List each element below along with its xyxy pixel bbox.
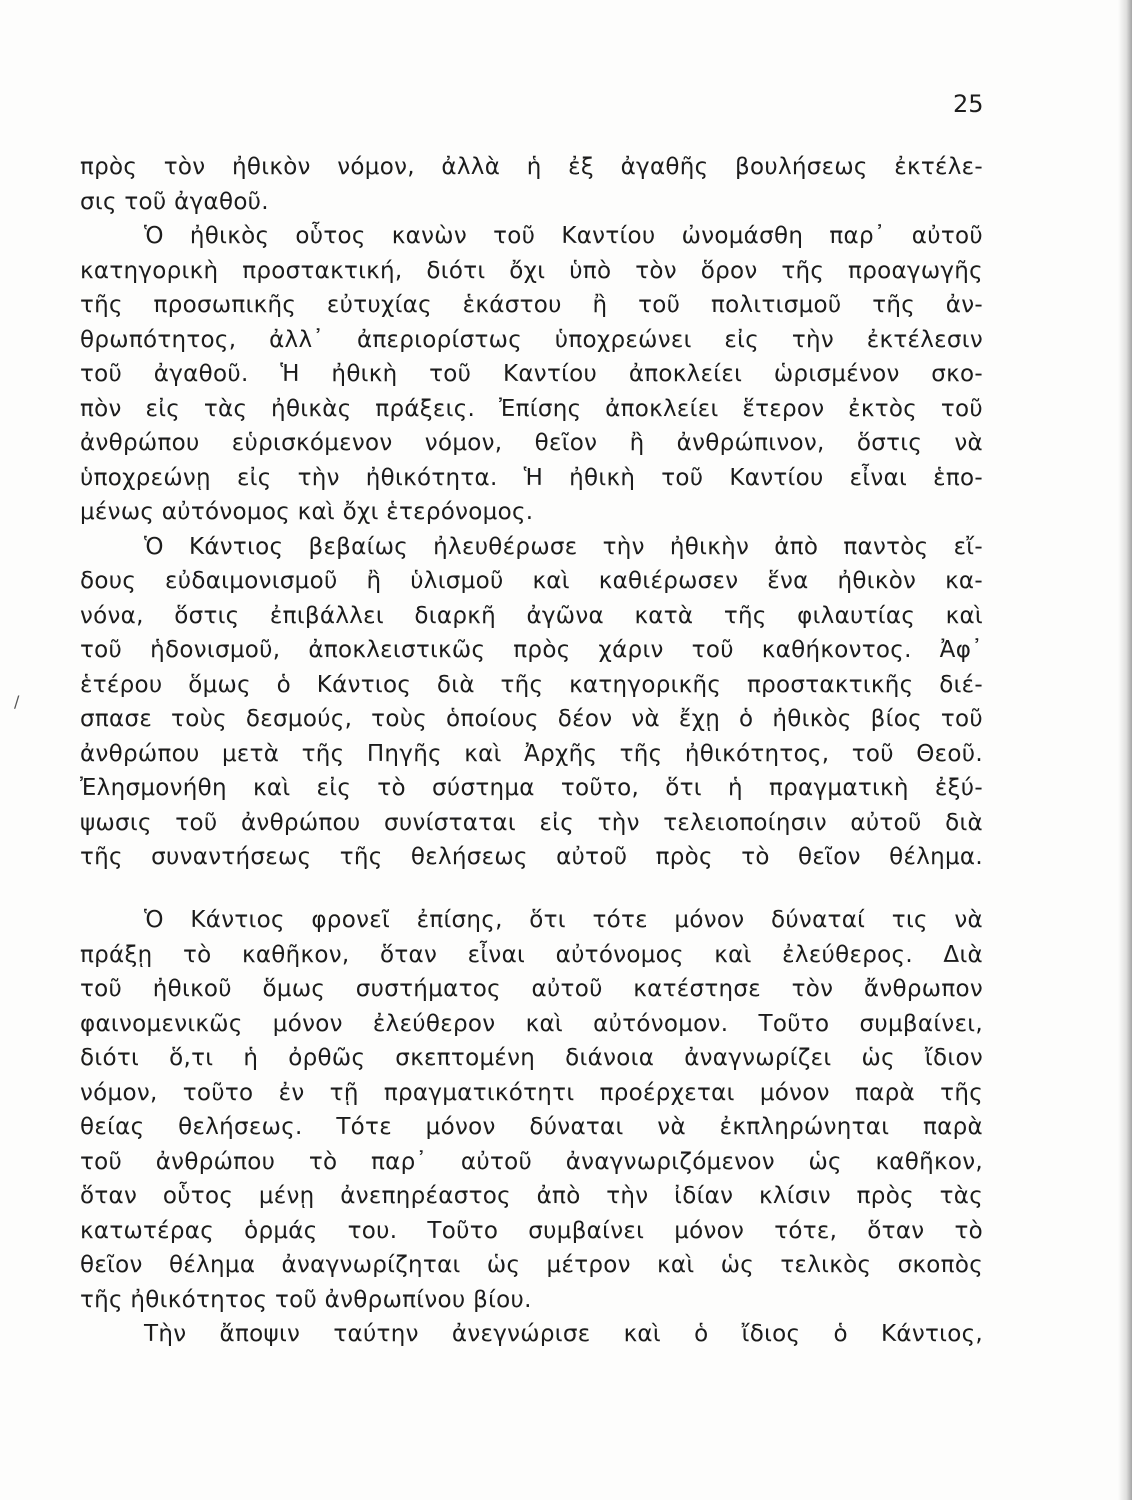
text-line: πρὸς τὸν ἠθικὸν νόμον, ἀλλὰ ἡ ἐξ ἀγαθῆς βουλήσεως ἐκτέλε- (80, 154, 983, 180)
text-line: τοῦ ἡδονισμοῦ, ἀποκλειστικῶς πρὸς χάριν τοῦ καθήκοντος. Ἀφ᾽ (80, 637, 983, 663)
text-line: ὅταν οὗτος μένῃ ἀνεπηρέαστος ἀπὸ τὴν ἰδίαν κλίσιν πρὸς τὰς (80, 1183, 983, 1209)
paragraphs-section-2 (80, 903, 983, 1352)
text-line: Ἐλησμονήθη καὶ εἰς τὸ σύστημα τοῦτο, ὅτι ἡ πραγματικὴ ἐξύ- (80, 775, 983, 801)
text-line: δους εὐδαιμονισμοῦ ἢ ὑλισμοῦ καὶ καθιέρωσεν ἕνα ἠθικὸν κα- (80, 568, 983, 594)
text-line: τῆς ἠθικότητος τοῦ ἀνθρωπίνου βίου. (80, 1286, 532, 1313)
text-line: Ὁ Κάντιος φρονεῖ ἐπίσης, ὅτι τότε μόνον δύναταί τις νὰ (144, 907, 983, 933)
text-line: Τὴν ἄποψιν ταύτην ἀνεγνώρισε καὶ ὁ ἴδιος ὁ Κάντιος, (144, 1321, 983, 1347)
text-line: θείας θελήσεως. Τότε μόνον δύναται νὰ ἐκπληρώνηται παρὰ (80, 1114, 983, 1140)
text-line: τοῦ ἀγαθοῦ. Ἡ ἠθικὴ τοῦ Καντίου ἀποκλείει ὡρισμένον σκο- (80, 361, 983, 387)
text-line: ἑτέρου ὅμως ὁ Κάντιος διὰ τῆς κατηγορικῆς προστακτικῆς διέ- (80, 671, 983, 698)
text-line: ἀνθρώπου μετὰ τῆς Πηγῆς καὶ Ἀρχῆς τῆς ἠθικότητος, τοῦ Θεοῦ. (80, 740, 983, 767)
text-line: θρωπότητος, ἀλλ᾽ ἀπεριορίστως ὑποχρεώνει εἰς τὴν ἐκτέλεσιν (80, 326, 983, 353)
text-line: τῆς προσωπικῆς εὐτυχίας ἑκάστου ἢ τοῦ πολιτισμοῦ τῆς ἀν- (80, 292, 983, 318)
text-line: θεῖον θέλημα ἀναγνωρίζηται ὡς μέτρον καὶ ὡς τελικὸς σκοπὸς (80, 1252, 983, 1278)
text-line: σις τοῦ ἀγαθοῦ. (80, 188, 269, 215)
margin-mark: / (14, 692, 20, 711)
text-line: ὑποχρεώνῃ εἰς τὴν ἠθικότητα. Ἡ ἠθικὴ τοῦ Καντίου εἶναι ἑπο- (80, 464, 983, 491)
text-line: σπασε τοὺς δεσμούς, τοὺς ὁποίους δέον νὰ ἔχῃ ὁ ἠθικὸς βίος τοῦ (80, 706, 983, 732)
text-line: τοῦ ἠθικοῦ ὅμως συστήματος αὐτοῦ κατέστησε τὸν ἄνθρωπον (80, 976, 983, 1002)
text-line: Ὁ Κάντιος βεβαίως ἠλευθέρωσε τὴν ἠθικὴν ἀπὸ παντὸς εἴ- (144, 533, 983, 560)
text-line: πράξῃ τὸ καθῆκον, ὅταν εἶναι αὐτόνομος καὶ ἐλεύθερος. Διὰ (80, 941, 983, 968)
paragraphs-section-1 (80, 150, 983, 875)
text-line: ψωσις τοῦ ἀνθρώπου συνίσταται εἰς τὴν τελειοποίησιν αὐτοῦ διὰ (80, 809, 983, 836)
text-line: κατωτέρας ὁρμάς του. Τοῦτο συμβαίνει μόνον τότε, ὅταν τὸ (80, 1217, 983, 1244)
text-line: τῆς συναντήσεως τῆς θελήσεως αὐτοῦ πρὸς τὸ θεῖον θέλημα. (80, 844, 983, 870)
text-line: κατηγορικὴ προστακτική, διότι ὄχι ὑπὸ τὸν ὅρον τῆς προαγωγῆς (80, 257, 983, 284)
text-line: φαινομενικῶς μόνον ἐλεύθερον καὶ αὐτόνομον. Τοῦτο συμβαίνει, (80, 1010, 983, 1037)
text-line: ἀνθρώπου εὑρισκόμενον νόμον, θεῖον ἢ ἀνθρώπινον, ὅστις νὰ (80, 430, 983, 456)
text-line: πὸν εἰς τὰς ἠθικὰς πράξεις. Ἐπίσης ἀποκλείει ἕτερον ἐκτὸς τοῦ (80, 395, 983, 422)
text-line: νόμον, τοῦτο ἐν τῇ πραγματικότητι προέρχεται μόνον παρὰ τῆς (80, 1079, 983, 1106)
page-number: 25 (953, 90, 984, 118)
text-line: διότι ὅ,τι ἡ ὀρθῶς σκεπτομένη διάνοια ἀναγνωρίζει ὡς ἴδιον (80, 1045, 983, 1071)
text-line: Ὁ ἠθικὸς οὗτος κανὼν τοῦ Καντίου ὠνομάσθη παρ᾽ αὐτοῦ (144, 223, 983, 249)
page-edge-shadow (1118, 0, 1132, 1500)
text-line: νόνα, ὅστις ἐπιβάλλει διαρκῆ ἀγῶνα κατὰ τῆς φιλαυτίας καὶ (80, 602, 983, 629)
text-line: τοῦ ἀνθρώπου τὸ παρ᾽ αὐτοῦ ἀναγνωριζόμενον ὡς καθῆκον, (80, 1148, 983, 1175)
text-line: μένως αὐτόνομος καὶ ὄχι ἑτερόνομος. (80, 499, 534, 525)
